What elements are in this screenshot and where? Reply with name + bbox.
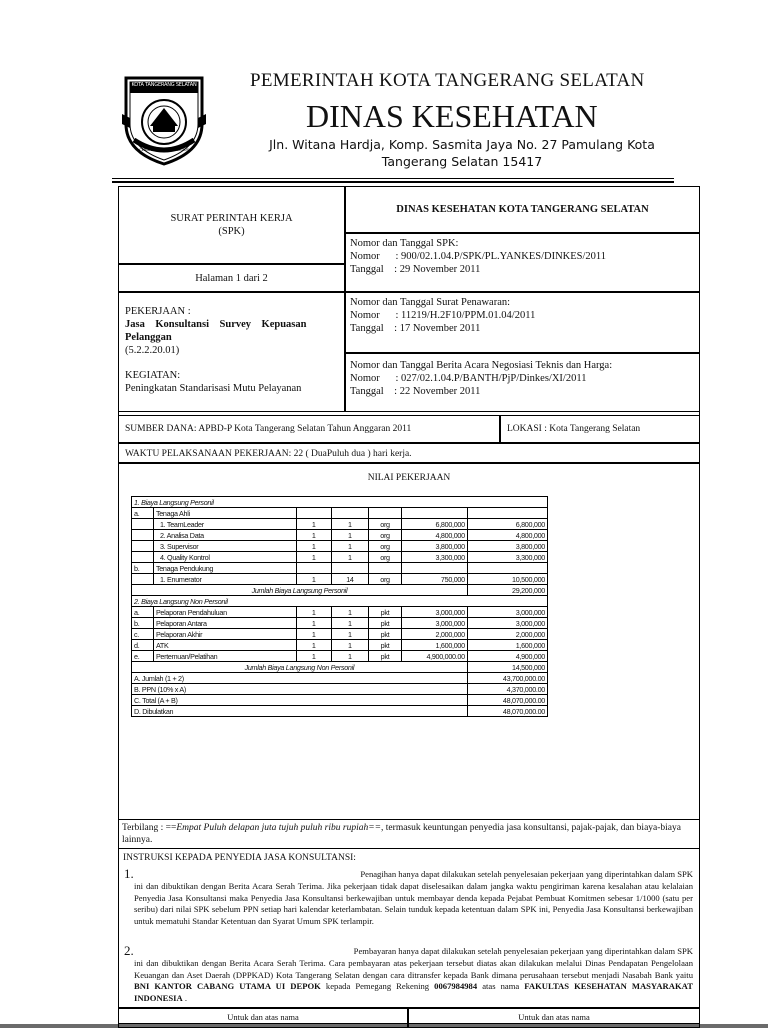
item-name: Pertemuan/Pelatihan	[153, 651, 296, 662]
spk-title: SURAT PERINTAH KERJA	[170, 213, 293, 224]
terbilang-rest: , termasuk keuntungan penyedia jasa konsultansi, pajak-pajak, dan biaya-biaya lainnya.	[122, 823, 681, 845]
qty-2: 1	[331, 519, 368, 530]
header-rule-thick	[112, 181, 674, 183]
row-number	[132, 552, 154, 563]
table-row	[132, 574, 548, 585]
sumber-dana: SUMBER DANA: APBD-P Kota Tangerang Selatan Tahun Anggaran 2011	[118, 415, 500, 443]
unit: pkt	[369, 618, 402, 629]
instruksi-2-text: ini dan dibuktikan dengan Berita Acara Serah Terima. Cara pembayaran atas pekerjaan tersebut diatas akan dilakukan melalui Dinas Pendapatan Pengelolaan Keuangan dan Aset Daerah (DPPKAD) Kota Tangerang Selatan dengan cara ditransfer kepada Bank dimana perusahaan tersebut menjadi Nasabah Bank yaitu	[134, 957, 693, 980]
instruksi-2	[134, 946, 693, 1005]
row-number	[132, 519, 154, 530]
jumlah-personil-value: 29,200,000	[467, 585, 547, 596]
qty-2: 1	[331, 607, 368, 618]
line-total: 3,000,000	[467, 607, 547, 618]
table-row	[132, 497, 548, 508]
summary-label: A. Jumlah (1 + 2)	[132, 673, 468, 684]
instruksi-1	[134, 869, 693, 928]
qty-2: 1	[331, 651, 368, 662]
instruksi-2-body	[134, 958, 693, 1005]
penawaran-cell	[345, 292, 700, 353]
summary-label: C. Total (A + B)	[132, 695, 468, 706]
line-total: 6,800,000	[467, 519, 547, 530]
table-row	[132, 519, 548, 530]
line-total: 3,300,000	[467, 552, 547, 563]
table-row	[132, 695, 548, 706]
row-number: b.	[132, 563, 154, 574]
account-holder: FAKULTAS KESEHATAN MASYARAKAT INDONESIA	[134, 981, 693, 1004]
pekerjaan-name: Jasa Konsultansi Survey Kepuasan	[125, 319, 307, 330]
qty-1: 1	[296, 618, 331, 629]
city-emblem-logo	[120, 74, 208, 168]
table-row	[132, 607, 548, 618]
row-number: e.	[132, 651, 154, 662]
item-name: Pelaporan Antara	[153, 618, 296, 629]
item-name: Pelaporan Akhir	[153, 629, 296, 640]
berita-acara-number: Nomor : 027/02.1.04.P/BANTH/PjP/Dinkes/XI/2011	[350, 373, 587, 384]
header-rule	[112, 178, 674, 179]
summary-value: 43,700,000.00	[467, 673, 547, 684]
instruksi-2-first-line: Pembayaran hanya dapat dilakukan setelah penyelesaian pekerjaan yang diperintahkan dalam SPK	[353, 946, 693, 956]
instruksi-1-first-line: Penagihan hanya dapat dilakukan setelah penyelesaian pekerjaan yang diperintahkan dalam SPK	[360, 869, 693, 879]
unit-price: 3,300,000	[401, 552, 467, 563]
personil-name: 3. Supervisor	[153, 541, 296, 552]
page-count: Halaman 1 dari 2	[118, 264, 345, 292]
instruksi-2-end: .	[184, 993, 188, 1004]
address-line-2: Tangerang Selatan 15417	[381, 154, 543, 169]
pekerjaan-cell	[118, 292, 345, 412]
table-row	[132, 508, 548, 519]
table-row	[132, 684, 548, 695]
table-row	[132, 629, 548, 640]
qty-1: 1	[296, 574, 331, 585]
penawaran-date: Tanggal : 17 November 2011	[350, 323, 481, 334]
jumlah-non-personil-value: 14,500,000	[467, 662, 547, 673]
summary-value: 4,370,000.00	[467, 684, 547, 695]
unit: org	[369, 519, 402, 530]
penawaran-number: Nomor : 11219/H.2F10/PPM.01.04/2011	[350, 310, 536, 321]
jumlah-non-personil-label: Jumlah Biaya Langsung Non Personil	[132, 662, 468, 673]
item-name: Pelaporan Pendahuluan	[153, 607, 296, 618]
kegiatan-label: KEGIATAN:	[125, 370, 181, 381]
summary-label: B. PPN (10% x A)	[132, 684, 468, 695]
table-row	[132, 596, 548, 607]
unit-price: 1,600,000	[401, 640, 467, 651]
unit-price: 2,000,000	[401, 629, 467, 640]
tenaga-ahli-label: Tenaga Ahli	[153, 508, 296, 519]
unit: pkt	[369, 651, 402, 662]
table-row	[132, 651, 548, 662]
qty-1: 1	[296, 651, 331, 662]
signature-left-label: Untuk dan atas nama	[227, 1012, 299, 1022]
lokasi: LOKASI : Kota Tangerang Selatan	[500, 415, 700, 443]
unit-price: 4,900,000.00	[401, 651, 467, 662]
terbilang-amount: Empat Puluh delapan juta tujuh puluh ribu rupiah==	[176, 823, 382, 833]
summary-value: 48,070,000.00	[467, 695, 547, 706]
nilai-pekerjaan-title: NILAI PEKERJAAN	[367, 473, 451, 483]
line-total: 3,800,000	[467, 541, 547, 552]
qty-1: 1	[296, 530, 331, 541]
line-total: 3,000,000	[467, 618, 547, 629]
table-row	[132, 618, 548, 629]
unit: org	[369, 541, 402, 552]
item-name: ATK	[153, 640, 296, 651]
instruksi-1-body: ini dan dibuktikan dengan Berita Acara Serah Terima. Jika pekerjaan tidak dapat diselesaikan dalam jangka waktu pengiriman karena kesalahan atau kelalaian Penyedia Jasa Konsultansi maka Penyedia Jasa Konsultansi berkewajiban untuk membayar denda kepada Pejabat Pembuat Komitmen sebesar 1/1000 (satu per seribu) dari nilai SPK sebelum PPN setiap hari kalendar keterlambatan. Selain tunduk kepada ketentuan dalam SPK ini, Penyedia Jasa Konsultansi berkewajiban untuk mematuhi Standar Ketentuan dan Syarat Umum SPK terlampir.	[134, 880, 693, 927]
row-number: a.	[132, 508, 154, 519]
qty-2: 1	[331, 640, 368, 651]
unit: org	[369, 574, 402, 585]
instruksi-2-mid: kepada Pemegang Rekening	[325, 981, 430, 992]
table-row	[132, 640, 548, 651]
signature-right-cell	[408, 1008, 700, 1028]
table-row	[132, 541, 548, 552]
spk-number-label: Nomor dan Tanggal SPK:	[350, 238, 459, 249]
unit-price: 3,800,000	[401, 541, 467, 552]
kegiatan-value: Peningkatan Standarisasi Mutu Pelayanan	[125, 383, 302, 394]
signature-left-cell	[118, 1008, 408, 1028]
line-total: 1,600,000	[467, 640, 547, 651]
row-number: b.	[132, 618, 154, 629]
personil-name: 4. Quality Kontrol	[153, 552, 296, 563]
personil-name: 2. Analisa Data	[153, 530, 296, 541]
table-row	[132, 552, 548, 563]
qty-1: 1	[296, 607, 331, 618]
table-row	[132, 706, 548, 717]
pekerjaan-label: PEKERJAAN :	[125, 306, 191, 317]
terbilang-prefix: Terbilang : ==	[122, 823, 177, 833]
instruksi-2-an: atas nama	[482, 981, 520, 992]
table-row	[132, 563, 548, 574]
government-name: PEMERINTAH KOTA TANGERANG SELATAN	[250, 70, 645, 91]
spk-number-cell	[345, 233, 700, 292]
unit: pkt	[369, 640, 402, 651]
qty-2: 14	[331, 574, 368, 585]
bank-name: BNI KANTOR CABANG UTAMA UI DEPOK	[134, 981, 321, 992]
tenaga-pendukung-label: Tenaga Pendukung	[153, 563, 296, 574]
agency-name: DINAS KESEHATAN	[306, 98, 598, 134]
logo-top-text: KOTA TANGERANG SELATAN	[131, 82, 197, 88]
qty-1: 1	[296, 552, 331, 563]
pekerjaan-code: (5.2.2.20.01)	[125, 345, 180, 356]
unit-price: 3,000,000	[401, 607, 467, 618]
qty-1: 1	[296, 640, 331, 651]
unit-price: 750,000	[401, 574, 467, 585]
spk-abbrev: (SPK)	[218, 226, 245, 237]
line-total: 4,800,000	[467, 530, 547, 541]
row-number: d.	[132, 640, 154, 651]
qty-2: 1	[331, 541, 368, 552]
line-total: 10,500,000	[467, 574, 547, 585]
instruksi-number-1: 1.	[124, 866, 134, 881]
row-number: c.	[132, 629, 154, 640]
cost-table	[131, 496, 548, 717]
qty-1: 1	[296, 629, 331, 640]
table-row	[132, 673, 548, 684]
account-number: 0067984984	[434, 981, 478, 992]
summary-value: 48,070,000.00	[467, 706, 547, 717]
unit-price: 6,800,000	[401, 519, 467, 530]
instruksi-title: INSTRUKSI KEPADA PENYEDIA JASA KONSULTANSI:	[123, 853, 356, 863]
spk-number: Nomor : 900/02.1.04.P/SPK/PL.YANKES/DINKES/2011	[350, 251, 607, 262]
section-personil-label: 1. Biaya Langsung Personil	[132, 497, 548, 508]
section-non-personil-label: 2. Biaya Langsung Non Personil	[132, 596, 548, 607]
row-number	[132, 541, 154, 552]
unit: org	[369, 530, 402, 541]
berita-acara-cell	[345, 353, 700, 412]
personil-name: 1. TeamLeader	[153, 519, 296, 530]
row-number: a.	[132, 607, 154, 618]
spk-date: Tanggal : 29 November 2011	[350, 264, 481, 275]
signature-right-label: Untuk dan atas nama	[518, 1012, 590, 1022]
table-row	[132, 662, 548, 673]
jumlah-personil-label: Jumlah Biaya Langsung Personil	[132, 585, 468, 596]
qty-2: 1	[331, 629, 368, 640]
pekerjaan-name-cont: Pelanggan	[125, 332, 172, 343]
unit-price: 3,000,000	[401, 618, 467, 629]
table-row	[132, 530, 548, 541]
qty-2: 1	[331, 552, 368, 563]
unit: pkt	[369, 607, 402, 618]
summary-label: D. Dibulatkan	[132, 706, 468, 717]
row-number	[132, 530, 154, 541]
agency-cell-title: DINAS KESEHATAN KOTA TANGERANG SELATAN	[345, 186, 700, 233]
address-line-1: Jln. Witana Hardja, Komp. Sasmita Jaya No. 27 Pamulang Kota	[269, 137, 655, 152]
agency-address	[262, 136, 662, 170]
berita-acara-label: Nomor dan Tanggal Berita Acara Negosiasi Teknis dan Harga:	[350, 360, 613, 371]
unit-price: 4,800,000	[401, 530, 467, 541]
qty-2: 1	[331, 618, 368, 629]
qty-1: 1	[296, 541, 331, 552]
spk-title-cell	[118, 186, 345, 264]
line-total: 4,900,000	[467, 651, 547, 662]
logo-motto-text: CERDAS MODERN RELIGIUS	[139, 148, 189, 152]
unit: pkt	[369, 629, 402, 640]
enumerator-name: 1. Enumerator	[153, 574, 296, 585]
instruksi-number-2: 2.	[124, 943, 134, 958]
qty-1: 1	[296, 519, 331, 530]
terbilang	[122, 822, 696, 846]
waktu-pelaksanaan: WAKTU PELAKSANAAN PEKERJAAN: 22 ( DuaPuluh dua ) hari kerja.	[118, 443, 700, 463]
qty-2: 1	[331, 530, 368, 541]
table-row	[132, 585, 548, 596]
line-total: 2,000,000	[467, 629, 547, 640]
penawaran-label: Nomor dan Tanggal Surat Penawaran:	[350, 297, 511, 308]
berita-acara-date: Tanggal : 22 November 2011	[350, 386, 481, 397]
unit: org	[369, 552, 402, 563]
